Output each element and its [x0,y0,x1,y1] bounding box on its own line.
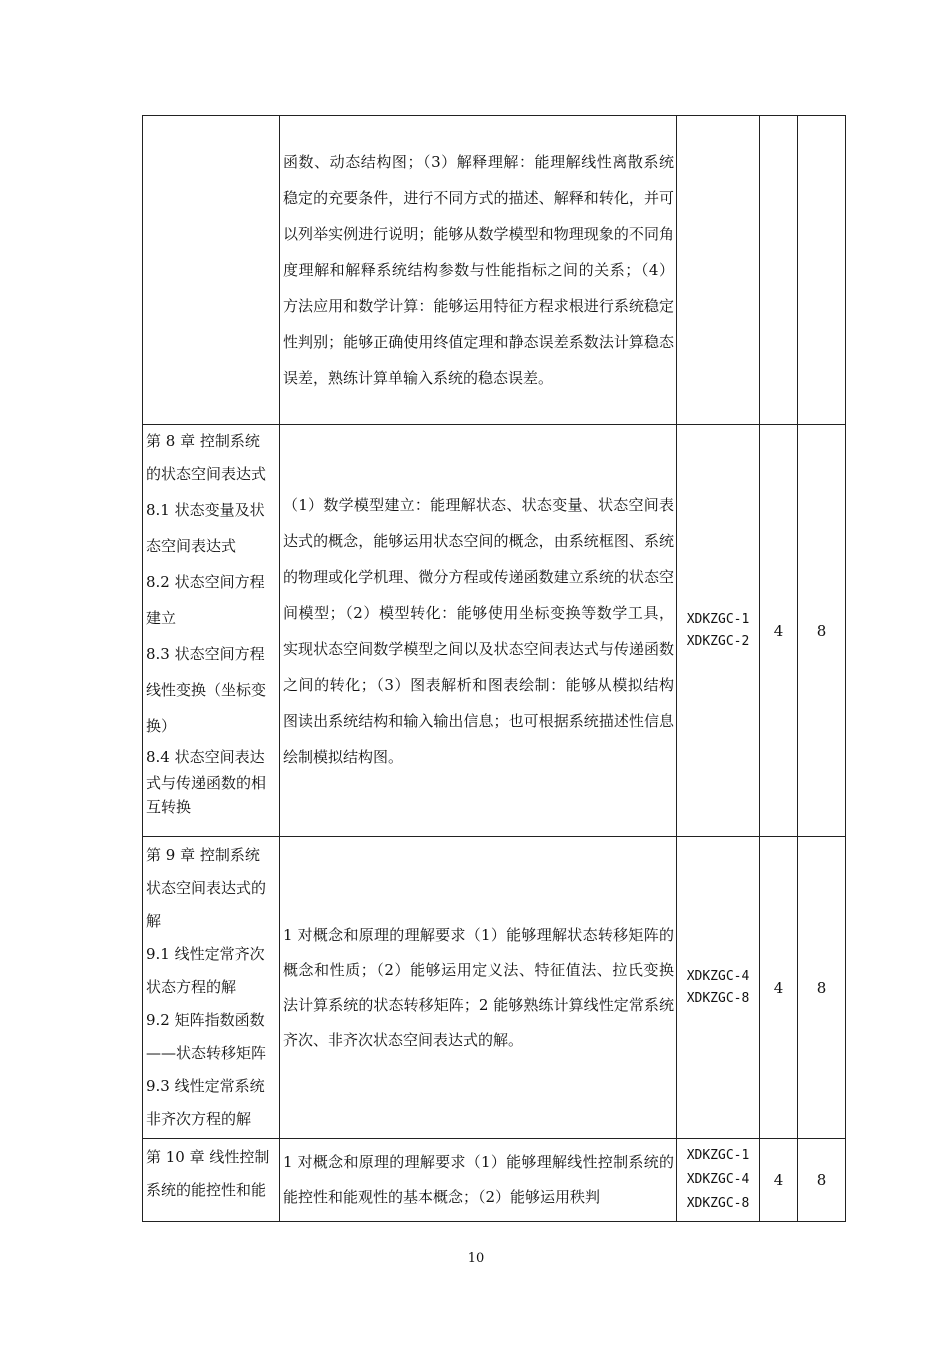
chapter-line: 第 8 章 控制系统 [146,432,260,450]
hours-cell-a: 4 [760,837,798,1139]
requirement-cell: （1）数学模型建立：能理解状态、状态变量、状态空间表达式的概念，能够运用状态空间的概念，由系统框图、系统的物理或化学机理、微分方程或传递函数建立系统的状态空间模型；（2）模型转化：能够使用坐标变换等数学工具，实现状态空间数学模型之间以及状态空间表达式与传递函数之间的转化；（3）图表解析和图表绘制：能够从模拟结构图读出系统结构和输入输出信息；也可根据系统描述性信息绘制模拟结构图。 [280,425,677,837]
chapter-line: 系统的能控性和能 [146,1181,267,1199]
chapter-line: 建立 [146,609,177,627]
code-value: XDKZGC-8 [686,990,750,1006]
chapter-line: 第 10 章 线性控制 [146,1148,270,1166]
chapter-line: 互转换 [146,798,192,816]
hours-cell-a: 4 [760,1139,798,1222]
chapter-line: 第 9 章 控制系统 [146,846,260,864]
code-value: XDKZGC-4 [686,968,750,984]
chapter-line: 8.3 状态空间方程 [146,645,265,663]
page-number: 10 [467,1251,485,1266]
hours-cell-b: 8 [798,837,846,1139]
chapter-line: 非齐次方程的解 [146,1110,252,1128]
chapter-line: 9.2 矩阵指数函数 [146,1011,265,1029]
chapter-line: 9.3 线性定常系统 [146,1077,265,1095]
hours-cell-b: 8 [798,425,846,837]
chapter-line: 态空间表达式 [146,537,237,555]
chapter-line: 的状态空间表达式 [146,465,267,483]
table-row [143,837,846,1139]
chapter-cell [143,837,280,1139]
chapter-cell [143,1139,280,1222]
requirement-cell: 函数、动态结构图；（3）解释理解：能理解线性离散系统稳定的充要条件，进行不同方式的描述、解释和转化，并可以列举实例进行说明；能够从数学模型和物理现象的不同角度理解和解释系统结构参数与性能指标之间的关系；（4）方法应用和数学计算：能够运用特征方程求根进行系统稳定性判别；能够正确使用终值定理和静态误差系数法计算稳态误差，熟练计算单输入系统的稳态误差。 [280,116,677,425]
chapter-line: 状态空间表达式的 [146,879,267,897]
table-row [143,425,846,837]
syllabus-table [142,115,846,1222]
chapter-cell [143,425,280,837]
chapter-line: 8.4 状态空间表达 [146,748,265,766]
hours-cell-a [760,116,798,425]
code-value: XDKZGC-1 [686,611,750,627]
code-cell [677,116,760,425]
chapter-line: 线性变换（坐标变 [146,681,267,699]
code-value: XDKZGC-2 [686,633,750,649]
hours-cell-b: 8 [798,1139,846,1222]
requirement-cell: 1 对概念和原理的理解要求（1）能够理解线性控制系统的能控性和能观性的基本概念；（2）能够运用秩判 [280,1139,677,1222]
chapter-line: ——状态转移矩阵 [146,1044,267,1062]
code-value: XDKZGC-1 [686,1148,750,1163]
table-row [143,116,846,425]
table-row [143,1139,846,1222]
chapter-line: 8.1 状态变量及状 [146,501,265,519]
requirement-cell: 1 对概念和原理的理解要求（1）能够理解状态转移矩阵的概念和性质；（2）能够运用定义法、特征值法、拉氏变换法计算系统的状态转移矩阵；2 能够熟练计算线性定常系统齐次、非齐次状态空间表达式的解。 [280,837,677,1139]
chapter-cell [143,116,280,425]
chapter-line: 状态方程的解 [146,978,237,996]
chapter-line: 9.1 线性定常齐次 [146,945,265,963]
code-cell [677,1139,760,1222]
chapter-line: 8.2 状态空间方程 [146,573,265,591]
chapter-line: 换） [146,717,177,735]
code-cell [677,837,760,1139]
chapter-line: 解 [146,912,162,930]
hours-cell-a: 4 [760,425,798,837]
hours-cell-b [798,116,846,425]
code-cell [677,425,760,837]
chapter-line: 式与传递函数的相 [146,774,267,792]
code-value: XDKZGC-8 [686,1196,750,1211]
code-value: XDKZGC-4 [686,1172,750,1187]
